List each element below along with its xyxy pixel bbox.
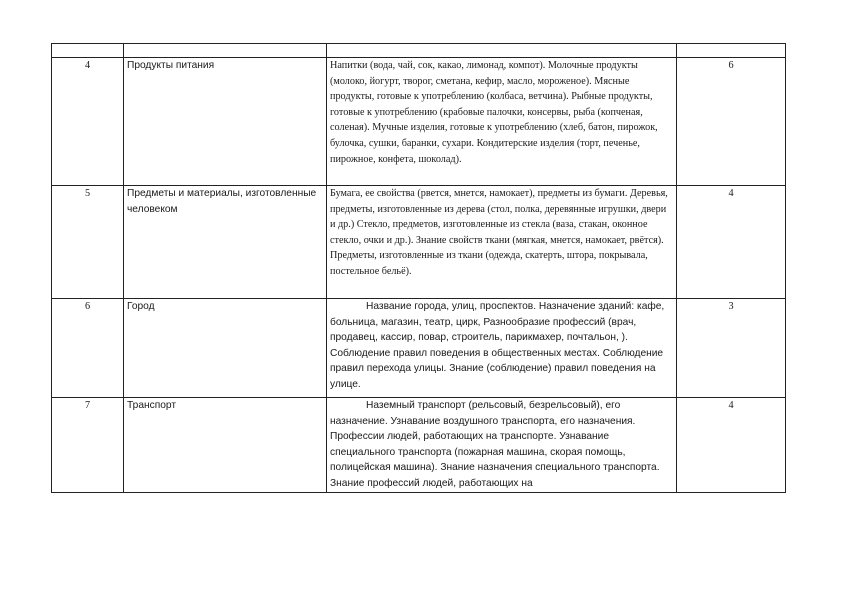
row-description-cell bbox=[327, 299, 677, 398]
row-hours: 4 bbox=[677, 186, 786, 299]
row-topic: Город bbox=[124, 299, 327, 398]
row-number: 4 bbox=[52, 58, 124, 186]
row-description: Название города, улиц, проспектов. Назначение зданий: кафе, больница, магазин, театр, цирк, Разнообразие профессий (врач, продавец, кассир, повар, строитель, парикмахер, почтальон, ). Соблюдение правил поведения в общественных местах. Соблюдение правил перехода улицы. Знание (соблюдение) правил поведения на улице. bbox=[330, 301, 665, 390]
table-row bbox=[52, 58, 786, 186]
header-cell-number bbox=[52, 44, 124, 58]
table-header-row bbox=[52, 44, 786, 58]
row-description-cell bbox=[327, 398, 677, 493]
row-description: Бумага, ее свойства (рвется, мнется, намокает), предметы из бумаги. Деревья, предметы, изготовленные из дерева (стол, полка, деревянные игрушки, двери и др.) Стекло, предметов, изготовленные из стекла (ваза, стакан, оконное стекло, очки и др.). Знание свойств ткани (мягкая, мнется, намокает, рвётся). Предметы, изготовленные из ткани (одежда, скатерть, штора, покрывала, постельное бельё). bbox=[327, 186, 677, 299]
row-number: 7 bbox=[52, 398, 124, 493]
row-topic: Продукты питания bbox=[124, 58, 327, 186]
row-description: Напитки (вода, чай, сок, какао, лимонад, компот). Молочные продукты (молоко, йогурт, творог, сметана, кефир, масло, мороженое). Мясные продукты, готовые к употреблению (колбаса, ветчина). Рыбные продукты, готовые к употреблению (крабовые палочки, консервы, рыба (копченая, соленая). Мучные изделия, готовые к употреблению (хлеб, батон, пирожок, булочка, сушки, баранки, сухари. Кондитерские изделия (торт, печенье, пирожное, конфета, шоколад). bbox=[327, 58, 677, 186]
table-row bbox=[52, 186, 786, 299]
curriculum-table bbox=[51, 43, 786, 493]
row-number: 6 bbox=[52, 299, 124, 398]
row-hours: 6 bbox=[677, 58, 786, 186]
row-number: 5 bbox=[52, 186, 124, 299]
table-row bbox=[52, 398, 786, 493]
row-topic: Предметы и материалы, изготовленные человеком bbox=[124, 186, 327, 299]
row-description: Наземный транспорт (рельсовый, безрельсовый), его назначение. Узнавание воздушного транспорта, его назначения. Профессии людей, работающих на транспорте. Узнавание специального транспорта (пожарная машина, скорая помощь, полицейская машина). Знание назначения специального транспорта. Знание профессий людей, работающих на bbox=[330, 400, 660, 489]
row-hours: 4 bbox=[677, 398, 786, 493]
header-cell-topic bbox=[124, 44, 327, 58]
table-row bbox=[52, 299, 786, 398]
row-hours: 3 bbox=[677, 299, 786, 398]
header-cell-hours bbox=[677, 44, 786, 58]
header-cell-content bbox=[327, 44, 677, 58]
row-topic: Транспорт bbox=[124, 398, 327, 493]
